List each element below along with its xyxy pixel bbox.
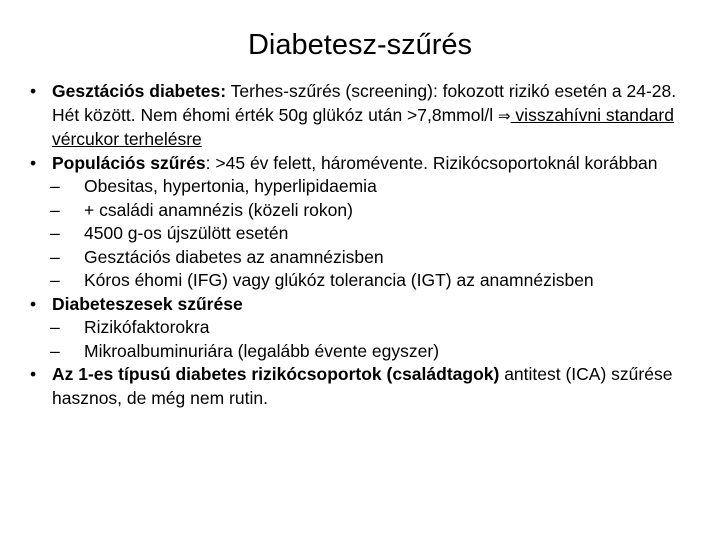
dash-icon: –	[50, 317, 60, 337]
slide-title: Diabetesz-szűrés	[247, 29, 473, 61]
subitem-text: 4500 g-os újszülött esetén	[84, 223, 289, 243]
dash-icon: –	[50, 270, 60, 290]
dash-icon: –	[50, 176, 60, 196]
subitem	[24, 175, 696, 199]
bullet-heading: Diabeteszesek szűrése	[52, 293, 243, 314]
subitem	[24, 316, 696, 340]
dash-icon: –	[50, 246, 60, 267]
dash-icon: –	[50, 199, 60, 220]
bullet-icon: •	[30, 81, 37, 101]
dash-icon: –	[50, 340, 60, 361]
bullet-list	[24, 80, 696, 410]
subitem-text: Obesitas, hypertonia, hyperlipidaemia	[84, 176, 377, 196]
bullet-underlined-text: visszahívni standard vércukor terhelésre	[52, 104, 674, 149]
bullet-text: antitest (ICA) szűrése hasznos, de még nem rutin.	[52, 364, 673, 408]
subitem-text: Mikroalbuminuriára (legalább évente egyszer)	[84, 340, 440, 361]
bullet-heading: Gesztációs diabetes:	[52, 81, 227, 101]
bullet-icon: •	[30, 364, 37, 384]
subitem	[24, 269, 696, 293]
bullet-text: : >45 év felett, háromévente. Rizikócsoportoknál korábban	[205, 152, 658, 173]
implies-arrow-icon: ⇒	[497, 106, 511, 125]
bullet-population	[24, 152, 696, 176]
bullet-gestational	[24, 80, 696, 152]
bullet-text: Terhes-szűrés (screening): fokozott rizikó esetén a 24-28. Hét között. Nem éhomi érték 50g glükóz után >7,8mmol/l	[52, 81, 677, 125]
subitem	[24, 246, 696, 270]
bullet-heading: Populációs szűrés	[52, 152, 206, 173]
subitem-text: + családi anamnézis (közeli rokon)	[84, 199, 353, 220]
subitem	[24, 199, 696, 223]
bullet-icon: •	[30, 152, 37, 173]
bullet-icon: •	[30, 293, 37, 314]
bullet-diabetic-screening	[24, 293, 696, 317]
subitem-text: Gesztációs diabetes az anamnézisben	[84, 246, 384, 267]
bullet-type1	[24, 363, 696, 410]
dash-icon: –	[50, 223, 60, 243]
bullet-heading: Az 1-es típusú diabetes rizikócsoportok (családtagok)	[52, 364, 500, 384]
subitem-text: Kóros éhomi (IFG) vagy glúkóz tolerancia (IGT) az anamnézisben	[84, 270, 594, 290]
subitem-text: Rizikófaktorokra	[84, 317, 210, 337]
subitem	[24, 222, 696, 246]
subitem	[24, 340, 696, 364]
